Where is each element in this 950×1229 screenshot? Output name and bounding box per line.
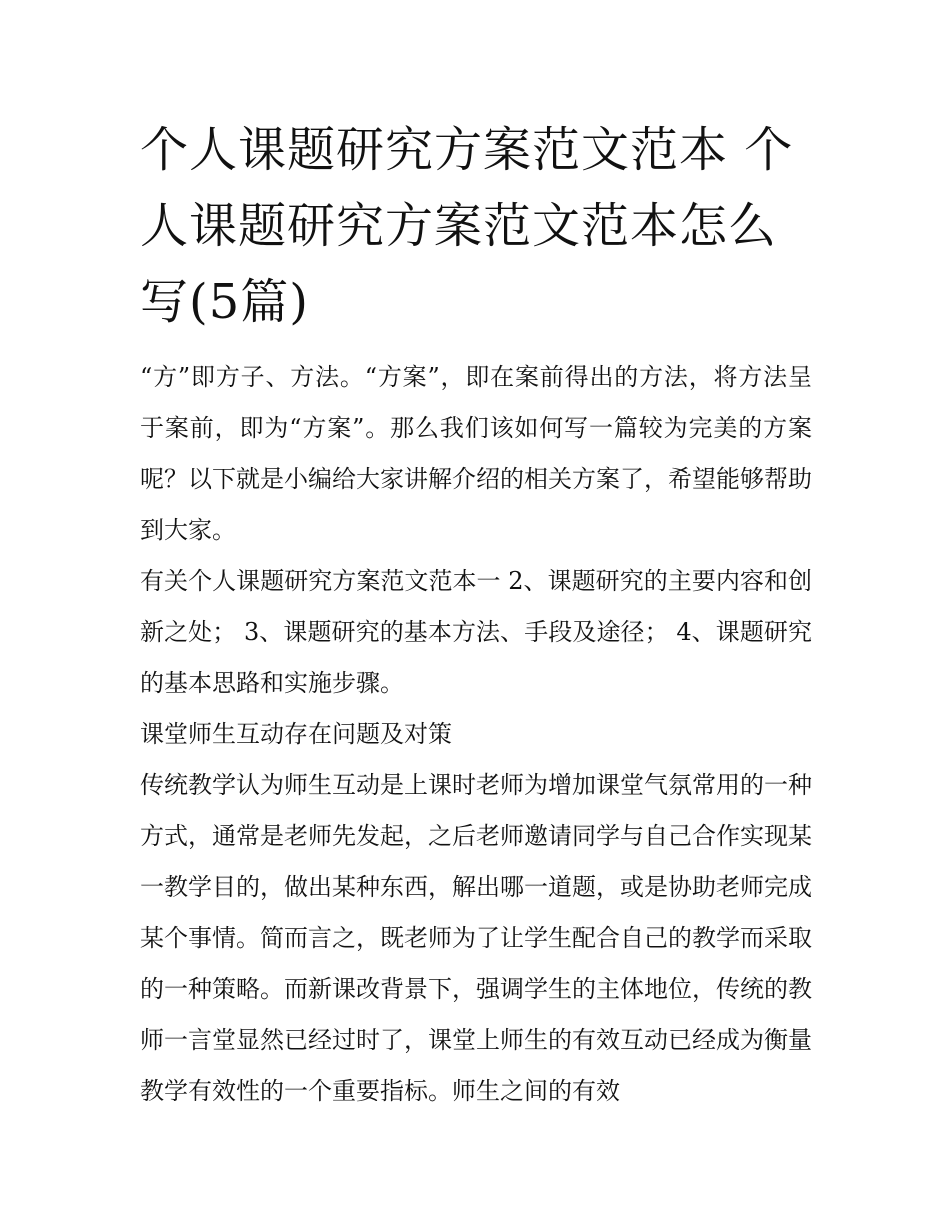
body-paragraph: 传统教学认为师生互动是上课时老师为增加课堂气氛常用的一种方式，通常是老师先发起，之后老师邀请同学与自己合作实现某一教学目的，做出某种东西，解出哪一道题，或是协助老师完成某个事情。简而言之，既老师为了让学生配合自己的教学而采取的一种策略。而新课改背景下，强调学生的主体地位，传统的教师一言堂显然已经过时了，课堂上师生的有效互动已经成为衡量教学有效性的一个重要指标。师生之间的有效 bbox=[140, 771, 812, 1105]
document-page bbox=[140, 112, 812, 1117]
section-one-paragraph: 有关个人课题研究方案范文范本一 2、课题研究的主要内容和创新之处； 3、课题研究的基本方法、手段及途径； 4、课题研究的基本思路和实施步骤。 bbox=[140, 567, 812, 697]
section-heading: 课堂师生互动存在问题及对策 bbox=[140, 720, 452, 748]
intro-paragraph: “方”即方子、方法。“方案”，即在案前得出的方法，将方法呈于案前，即为“方案”。那么我们该如何写一篇较为完美的方案呢？以下就是小编给大家讲解介绍的相关方案了，希望能够帮助到大家。 bbox=[140, 363, 812, 544]
document-title: 个人课题研究方案范文范本 个人课题研究方案范文范本怎么写(5篇) bbox=[140, 122, 794, 330]
